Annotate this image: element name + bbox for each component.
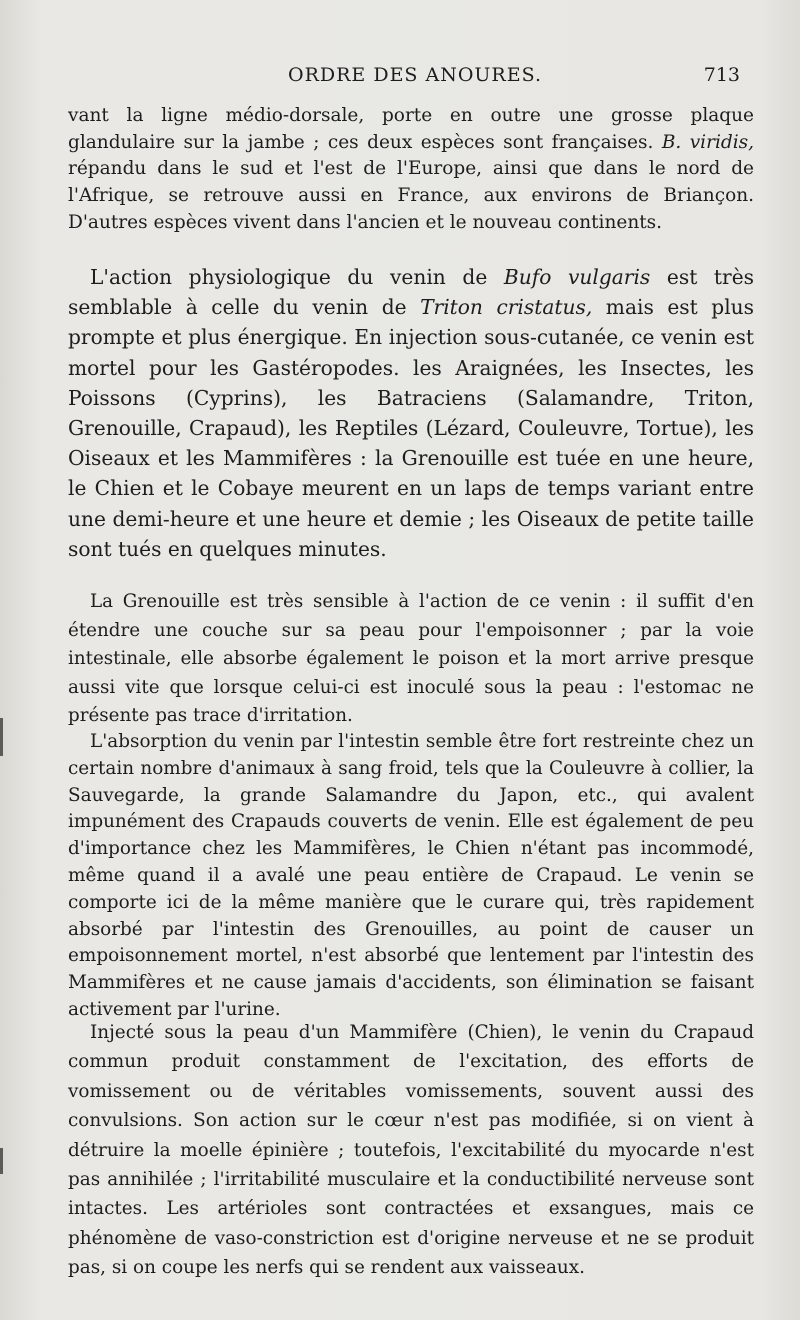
running-title: ORDRE DES ANOURES. — [288, 64, 542, 86]
paragraph-2-text-a: L'action physiologique du venin de — [90, 265, 504, 289]
paragraph-2-text-b: est très semblable à celle du venin de — [68, 265, 754, 320]
page-number: 713 — [703, 64, 740, 86]
paragraph-5: Injecté sous la peau d'un Mammifère (Chien), le venin du Crapaud commun produit constamment de l'excitation, des efforts de vomissement ou de véritables vomissements, souvent aussi des convulsions. Son action sur le cœur n'est pas modifiée, si on vient à détruire la moelle épinière ; toutefois, l'excitabilité du myocarde n'est pas annihilée ; l'irritabilité musculaire et la conductibilité nerveuse sont intactes. Les artérioles sont contractées et exsangues, mais ce phénomène de vaso-constriction est d'origine nerveuse et ne se produit pas, si on coupe les nerfs qui se rendent aux vaisseaux. — [68, 1022, 754, 1279]
paragraph-2-text-c: mais est plus prompte et plus énergique. En injection sous-cutanée, ce venin est mortel pour les Gastéropodes. les Araignées, les Insectes, les Poissons (Cyprins), les Batraciens (Salamandre, Triton, Grenouille, Crapaud), les Reptiles (Lézard, Couleuvre, Tortue), les Oiseaux et les Mammifères : la Grenouille est tuée en une heure, le Chien et le Cobaye meurent en un laps de temps variant entre une demi-heure et une heure et demie ; les Oiseaux de petite taille sont tués en quelques minutes. — [68, 295, 755, 561]
paragraph-1-text-a: vant la ligne médio-dorsale, porte en outre une grosse plaque glandulaire sur la jambe ; ces deux espèces sont françaises. — [68, 105, 754, 153]
page-header — [70, 64, 740, 94]
page-edge-mark — [0, 718, 3, 756]
paragraph-2 — [68, 262, 754, 564]
paragraph-4: L'absorption du venin par l'intestin semble être fort restreinte chez un certain nombre d'animaux à sang froid, tels que la Couleuvre à collier, la Sauvegarde, la grande Salamandre du Japon, etc., qui avalent impunément des Crapauds couverts de venin. Elle est également de peu d'importance chez les Mammifères, le Chien n'étant pas incommodé, même quand il a avalé une peau entière de Crapaud. Le venin se comporte ici de la même manière que le curare qui, très rapidement absorbé par l'intestin des Grenouilles, au point de causer un empoisonnement mortel, n'est absorbé que lentement par l'intestin des Mammifères et ne cause jamais d'accidents, son élimination se faisant activement par l'urine. — [68, 731, 754, 1020]
paragraph-1-text-b: répandu dans le sud et l'est de l'Europe, ainsi que dans le nord de l'Afrique, se retrouve aussi en France, aux environs de Briançon. D'autres espèces vivent dans l'ancien et le nouveau continents. — [68, 158, 754, 233]
paragraph-2-italic-triton: Triton cristatus, — [420, 295, 593, 320]
paragraph-1-italic-species: B. viridis, — [661, 131, 754, 153]
page-edge-mark — [0, 1148, 3, 1174]
paragraph-2-italic-bufo: Bufo vulgaris — [503, 265, 651, 289]
paragraph-1 — [68, 103, 754, 237]
paragraph-3: La Grenouille est très sensible à l'action de ce venin : il suffit d'en étendre une couche sur sa peau pour l'empoisonner ; par la voie intestinale, elle absorbe également le poison et la mort arrive presque aussi vite que lorsque celui-ci est inoculé sous la peau : l'estomac ne présente pas trace d'irritation. — [68, 591, 754, 726]
